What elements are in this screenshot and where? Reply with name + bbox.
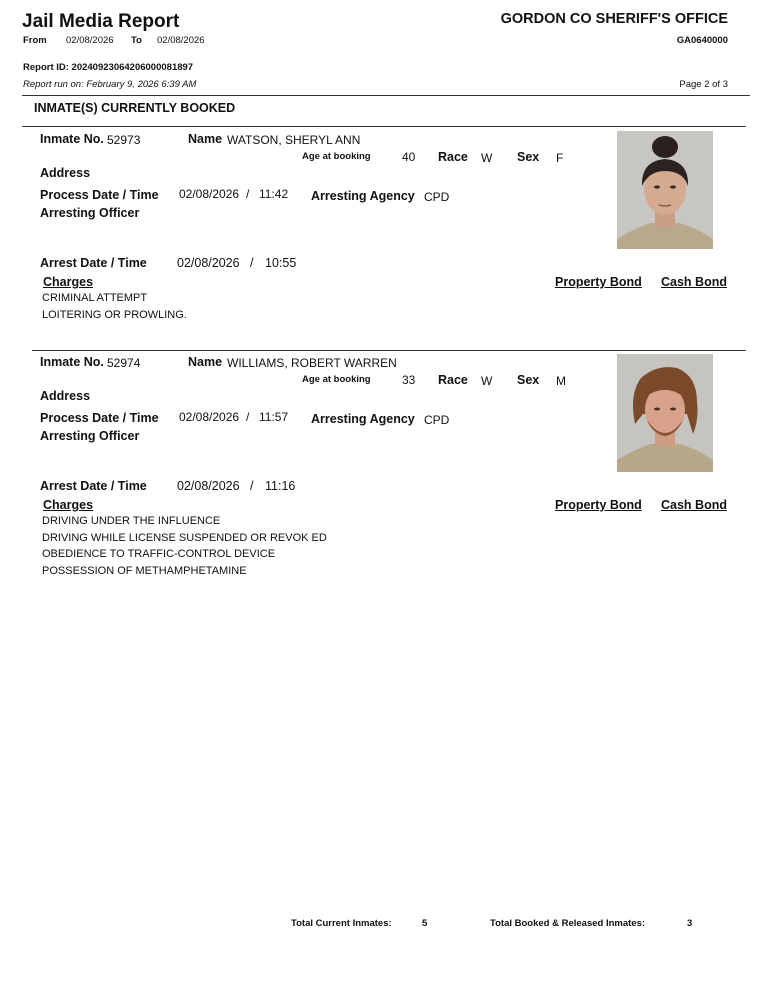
arrest-dt-label: Arrest Date / Time	[40, 256, 147, 270]
address-label: Address	[40, 166, 91, 180]
race-label: Race	[438, 373, 468, 387]
slash: /	[246, 410, 250, 424]
arresting-agency-value: CPD	[424, 190, 450, 204]
charges-label: Charges	[43, 498, 94, 512]
mugshot-photo	[617, 354, 713, 472]
process-date-value: 02/08/2026	[179, 410, 240, 424]
sex-label: Sex	[517, 373, 540, 387]
race-label: Race	[438, 150, 468, 164]
inmate-no-value: 52974	[107, 356, 141, 370]
arresting-agency-label: Arresting Agency	[311, 412, 415, 426]
slash: /	[246, 187, 250, 201]
name-value: WATSON, SHERYL ANN	[227, 133, 361, 147]
charge-item: DRIVING WHILE LICENSE SUSPENDED OR REVOK ED	[42, 532, 327, 544]
arresting-officer-label: Arresting Officer	[40, 206, 140, 220]
arresting-agency-value: CPD	[424, 413, 450, 427]
cash-bond-label: Cash Bond	[661, 498, 727, 512]
office-name: GORDON CO SHERIFF'S OFFICE	[500, 11, 728, 27]
arrest-dt-label: Arrest Date / Time	[40, 479, 147, 493]
arrest-date-value: 02/08/2026	[177, 479, 240, 493]
name-label: Name	[188, 132, 223, 146]
charge-item: CRIMINAL ATTEMPT	[42, 292, 148, 304]
process-time-value: 11:42	[259, 187, 289, 201]
total-current-value: 5	[422, 918, 428, 929]
from-date: 02/08/2026	[66, 35, 114, 46]
page-number: Page 2 of 3	[679, 79, 728, 90]
sex-value: M	[556, 374, 566, 388]
total-booked-released-value: 3	[687, 918, 693, 929]
name-value: WILLIAMS, ROBERT WARREN	[227, 356, 397, 370]
section-divider	[22, 126, 746, 127]
age-label: Age at booking	[302, 374, 371, 385]
cash-bond-label: Cash Bond	[661, 275, 727, 289]
arrest-time-value: 11:16	[265, 479, 296, 493]
race-value: W	[481, 151, 493, 165]
charge-item: DRIVING UNDER THE INFLUENCE	[42, 515, 221, 527]
to-label: To	[131, 35, 142, 46]
arresting-officer-label: Arresting Officer	[40, 429, 140, 443]
report-run-date: Report run on: February 9, 2026 6:39 AM	[23, 79, 197, 90]
age-label: Age at booking	[302, 151, 371, 162]
inmate-no-label: Inmate No.	[40, 355, 104, 369]
slash: /	[250, 479, 254, 493]
from-label: From	[23, 35, 47, 46]
total-booked-released-label: Total Booked & Released Inmates:	[490, 918, 646, 929]
property-bond-label: Property Bond	[555, 275, 642, 289]
slash: /	[250, 256, 254, 270]
to-date: 02/08/2026	[157, 35, 205, 46]
total-current-label: Total Current Inmates:	[291, 918, 392, 929]
name-label: Name	[188, 355, 223, 369]
property-bond-label: Property Bond	[555, 498, 642, 512]
charge-item: POSSESSION OF METHAMPHETAMINE	[42, 565, 247, 577]
agency-code: GA0640000	[676, 35, 728, 46]
section-title: INMATE(S) CURRENTLY BOOKED	[34, 101, 236, 115]
sex-label: Sex	[517, 150, 540, 164]
age-value: 33	[402, 373, 416, 387]
mugshot-photo	[617, 131, 713, 249]
inmate-no-value: 52973	[107, 133, 141, 147]
process-dt-label: Process Date / Time	[40, 188, 159, 202]
charges-label: Charges	[43, 275, 94, 289]
report-id: Report ID: 20240923064206000081897	[23, 62, 194, 73]
arresting-agency-label: Arresting Agency	[311, 189, 415, 203]
arrest-date-value: 02/08/2026	[177, 256, 240, 270]
process-dt-label: Process Date / Time	[40, 411, 159, 425]
header-divider	[22, 95, 750, 96]
sex-value: F	[556, 151, 564, 165]
charge-item: OBEDIENCE TO TRAFFIC-CONTROL DEVICE	[42, 548, 276, 560]
report-title: Jail Media Report	[22, 11, 180, 32]
record-divider	[32, 350, 746, 351]
process-date-value: 02/08/2026	[179, 187, 240, 201]
race-value: W	[481, 374, 493, 388]
arrest-time-value: 10:55	[265, 256, 297, 270]
charge-item: LOITERING OR PROWLING.	[42, 309, 187, 321]
inmate-no-label: Inmate No.	[40, 132, 104, 146]
process-time-value: 11:57	[259, 410, 289, 424]
age-value: 40	[402, 150, 416, 164]
address-label: Address	[40, 389, 91, 403]
